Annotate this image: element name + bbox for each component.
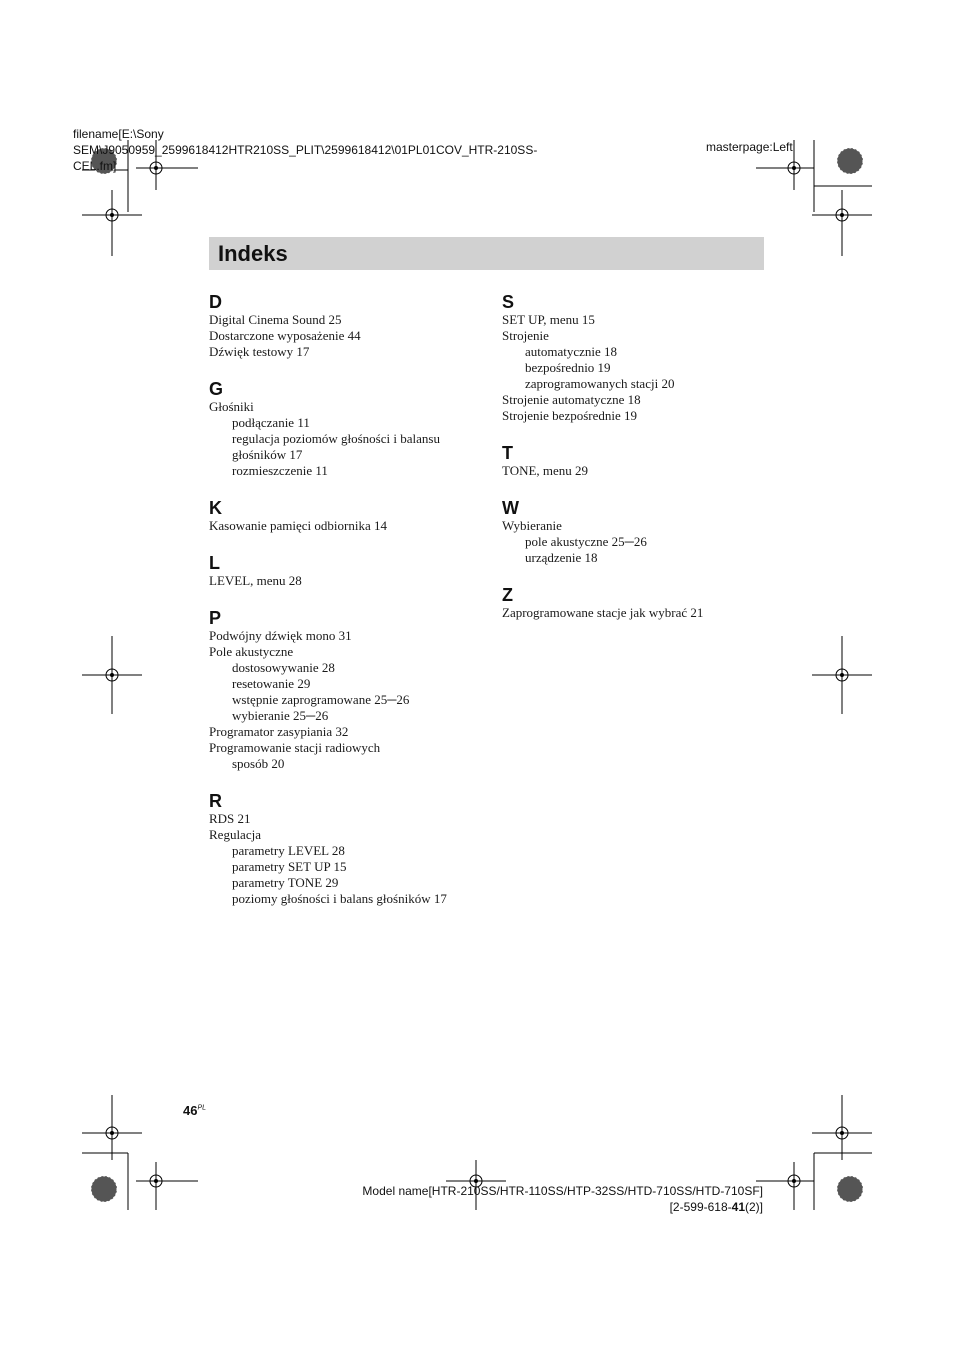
index-section-z — [502, 585, 782, 621]
section-letter: K — [209, 498, 222, 518]
index-section-r — [209, 791, 489, 907]
page-number-value: 46 — [183, 1103, 198, 1118]
index-subentry: regulacja poziomów głośności i balansu — [232, 431, 440, 446]
index-entry: Pole akustyczne — [209, 644, 294, 659]
index-entry: Dostarczone wyposażenie 44 — [209, 328, 361, 343]
index-subentry: urządzenie 18 — [525, 550, 598, 565]
index-entry: Strojenie bezpośrednie 19 — [502, 408, 638, 423]
index-entry: Strojenie automatyczne 18 — [502, 392, 641, 407]
index-section-l — [209, 553, 489, 589]
index-entry: Podwójny dźwięk mono 31 — [209, 628, 352, 643]
starburst-target-bottom-left — [91, 1176, 117, 1202]
title-bar — [209, 237, 764, 270]
index-subentry: sposób 20 — [232, 756, 285, 771]
filename-header — [73, 126, 537, 174]
index-subentry: poziomy głośności i balans głośników 17 — [232, 891, 447, 906]
index-section-g — [209, 379, 489, 479]
section-letter: W — [502, 498, 519, 518]
filename-line: filename[E:\Sony — [73, 127, 164, 141]
index-subentry: dostosowywanie 28 — [232, 660, 335, 675]
document-code-bold: 41 — [731, 1200, 745, 1214]
index-section-p — [209, 608, 489, 772]
document-code-prefix: [2-599-618- — [669, 1200, 732, 1214]
page-number — [183, 1103, 206, 1118]
index-subentry: automatycznie 18 — [525, 344, 618, 359]
index-subentry: bezpośrednio 19 — [525, 360, 611, 375]
filename-line: SEM\J9050959_2599618412HTR210SS_PLIT\2599618412\01PL01COV_HTR-210SS- — [73, 143, 538, 157]
section-letter: R — [209, 791, 222, 811]
section-letter: L — [209, 553, 220, 573]
index-entry: Kasowanie pamięci odbiornika 14 — [209, 518, 387, 533]
footer — [362, 1183, 763, 1215]
index-entry: Regulacja — [209, 827, 261, 842]
masterpage-label: masterpage:Left — [706, 140, 793, 154]
index-subentry: parametry TONE 29 — [232, 875, 339, 890]
index-entry: LEVEL, menu 28 — [209, 573, 302, 588]
index-section-s — [502, 292, 782, 424]
index-subentry: podłączanie 11 — [232, 415, 310, 430]
starburst-target-bottom-right — [837, 1176, 863, 1202]
document-code-suffix: (2)] — [745, 1200, 763, 1214]
index-subentry: parametry SET UP 15 — [232, 859, 347, 874]
index-section-w — [502, 498, 782, 566]
section-letter: S — [502, 292, 515, 312]
filename-line: CEL.fm] — [73, 159, 117, 173]
index-subentry: rozmieszczenie 11 — [232, 463, 328, 478]
index-section-d — [209, 292, 489, 360]
model-name-line: Model name[HTR-210SS/HTR-110SS/HTP-32SS/HTD-710SS/HTD-710SF] — [362, 1184, 763, 1198]
index-entry: SET UP, menu 15 — [502, 312, 595, 327]
index-entry: Strojenie — [502, 328, 549, 343]
section-letter: P — [209, 608, 222, 628]
index-column-right — [502, 292, 782, 640]
page-title: Indeks — [218, 241, 288, 266]
index-entry: Programator zasypiania 32 — [209, 724, 349, 739]
index-entry: TONE, menu 29 — [502, 463, 589, 478]
index-entry: Głośniki — [209, 399, 254, 414]
index-entry: Programowanie stacji radiowych — [209, 740, 381, 755]
index-entry: Wybieranie — [502, 518, 562, 533]
index-subentry: wstępnie zaprogramowane 25─26 — [232, 692, 410, 707]
section-letter: Z — [502, 585, 513, 605]
index-section-k — [209, 498, 489, 534]
section-letter: D — [209, 292, 222, 312]
index-subentry: głośników 17 — [232, 447, 303, 462]
index-subentry: zaprogramowanych stacji 20 — [525, 376, 675, 391]
document-code-line — [362, 1199, 763, 1215]
starburst-target-top-right — [837, 148, 863, 174]
section-letter: G — [209, 379, 224, 399]
index-subentry: pole akustyczne 25─26 — [525, 534, 647, 549]
index-column-left — [209, 292, 489, 926]
index-entry: Digital Cinema Sound 25 — [209, 312, 342, 327]
page-language-suffix: PL — [197, 1104, 207, 1112]
index-entry: Zaprogramowane stacje jak wybrać 21 — [502, 605, 704, 620]
section-letter: T — [502, 443, 513, 463]
index-entry: RDS 21 — [209, 811, 251, 826]
index-subentry: resetowanie 29 — [232, 676, 311, 691]
index-subentry: parametry LEVEL 28 — [232, 843, 345, 858]
index-subentry: wybieranie 25─26 — [232, 708, 329, 723]
index-section-t — [502, 443, 782, 479]
index-entry: Dźwięk testowy 17 — [209, 344, 310, 359]
